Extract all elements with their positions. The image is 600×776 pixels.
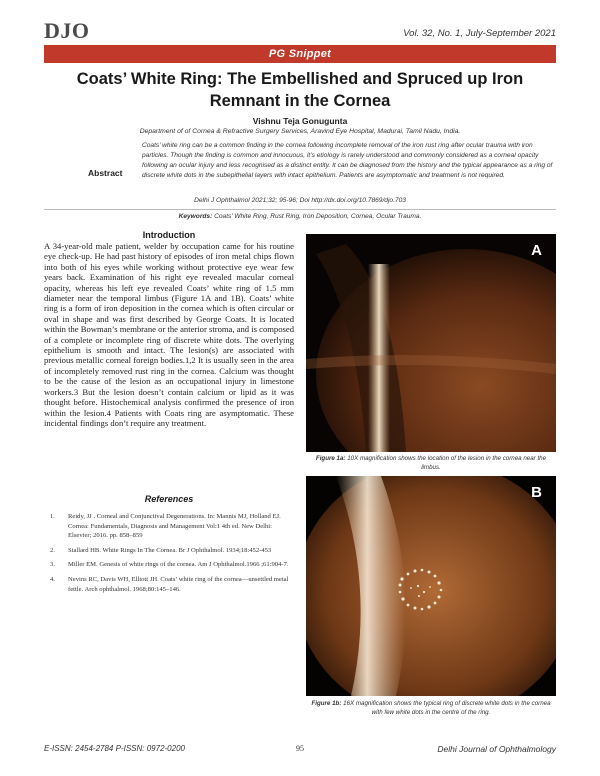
figure-1b-slit-lamp-photo	[306, 476, 556, 696]
issn-info: E-ISSN: 2454-2784 P-ISSN: 0972-0200	[44, 744, 185, 753]
section-divider	[44, 209, 556, 210]
references-list	[50, 512, 294, 599]
journal-name: Delhi Journal of Ophthalmology	[437, 744, 556, 754]
author-name: Vishnu Teja Gonugunta	[252, 116, 348, 126]
figure-letter-b: B	[531, 484, 542, 501]
volume-info: Vol. 32, No. 1, July-September 2021	[403, 28, 556, 39]
reference-item: 4. Nevins RC, Davis WH, Elliott JH. Coats’ white ring of the cornea—unsettled metal fettle. Arch ophthalmol. 1968;80:145–146.	[50, 575, 289, 593]
abstract-label: Abstract	[88, 168, 123, 178]
keywords-text: Coats’ White Ring, Rust Ring, Iron Deposition, Cornea, Ocular Trauma.	[214, 213, 422, 220]
figure-letter-a: A	[531, 242, 542, 259]
section-banner: PG Snippet	[44, 45, 556, 63]
references-heading: References	[144, 494, 194, 504]
page-number: 95	[296, 744, 304, 753]
figure-1a-slit-lamp-photo	[306, 234, 556, 452]
introduction-body: A 34-year-old male patient, welder by occupation came for his routine eye check-up. He had past history of episodes of iron metal chips flown into both of his eyes while working without protective eye wear few years back. Examination of his right eye revealed macular corneal opacity, whereas his left eye revealed Coats’ white ring of 1.5 mm diameter near the temporal limbus (Figure 1A and 1B). Coats’ white ring is a form of iron deposition in the cornea which is often circular or oval in shape and was first described by George Coats. It is located within the Bowman’s membrane or the anterior stroma, and is composed of a complete or incomplete ring of discrete white dots. The overlying epithelium is smooth and intact. The lesion(s) are associated with previous metallic corneal foreign bodies.1,2 It is usually seen in the area of incompletely removed rust ring in the cornea. Calcium was thought to be the cause of the lesion as an occupational injury in limestone workers.3 But the lesion doesn’t contain calcium or lipid as it was thought before. Histochemical analysis confirmed the presence of iron within the lesion.4 Patients with Coats ring are asymptomatic. These incidental findings don’t require any treatment.	[44, 241, 294, 428]
article-title: Coats’ White Ring: The Embellished and Spruced up Iron Remnant in the Cornea	[76, 70, 524, 110]
reference-item: 3. Miller EM. Genesis of white rings of the cornea. Am J Ophthalmol.1966 ;61:904-7.	[50, 561, 289, 569]
figure-1a-caption: Figure 1a: 10X magnification shows the location of the lesion in the cornea near the limbus.	[315, 455, 547, 471]
reference-item: 1. Reidy, JJ . Corneal and Conjunctival Degenerations. In: Mannis MJ, Holland EJ. Cornea: Fundamentals, Diagnosis and Management Vol:1 4th ed. New Delhi: Elsevier; 2016. pp. 858–859	[50, 513, 281, 540]
reference-item: 2. Stallard HB. White Rings In The Cornea. Br J Ophthalmol. 1934;18:452-453	[50, 546, 272, 554]
keywords-label: Keywords:	[178, 213, 213, 220]
figure-1b-caption: Figure 1b: 16X magnification shows the typical ring of discrete white dots in the cornea with few white dots in the centre of the ring.	[311, 700, 551, 716]
slit-lamp-image-b	[306, 476, 556, 696]
keywords	[44, 213, 556, 220]
journal-logo: DJO	[44, 18, 90, 43]
citation-doi: Delhi J Ophthalmol 2021;32; 95-96; Doi http://dx.doi.org/10.7869/djo.703	[194, 197, 406, 204]
abstract-text: Coats’ white ring can be a common finding in the cornea following incomplete removal of the iron rust ring after ocular trauma with iron particles. Though the finding is common and innocuous, it’s etiology is rarely understood and commonly considered as a corneal opacity following an ocular injury and less recognised as a distinct entity. It can be diagnosed from the history and the typical appearance as a ring of discrete white dots in the subepithelial layers with intact epithelium. Patients are asymptomatic and treatment is not required.	[142, 142, 553, 179]
introduction-heading: Introduction	[142, 230, 196, 240]
page-footer	[44, 744, 556, 758]
slit-lamp-image-a	[306, 234, 556, 452]
author-affiliation: Department of of Cornea & Refractive Surgery Services, Aravind Eye Hospital, Madurai, Tamil Nadu, India.	[139, 128, 461, 135]
